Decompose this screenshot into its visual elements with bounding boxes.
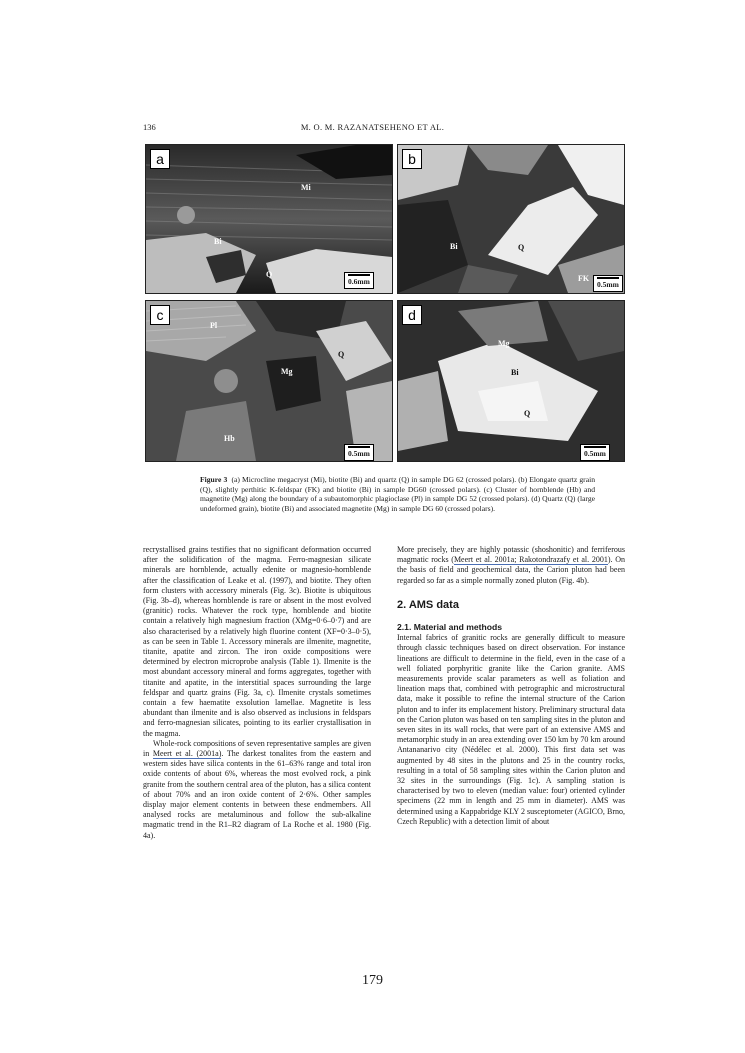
section-heading: 2. AMS data bbox=[397, 598, 459, 611]
scale-bar bbox=[580, 444, 610, 461]
scale-value: 0.5mm bbox=[348, 448, 370, 458]
panel-label: d bbox=[402, 305, 422, 325]
citation-link[interactable]: Meert et al. 2001a; Rakotondrazafy et al. 2001 bbox=[453, 555, 608, 565]
figure-panel-a bbox=[145, 144, 393, 294]
panel-label: a bbox=[150, 149, 170, 169]
mineral-label: Mi bbox=[301, 183, 311, 192]
micrograph-c bbox=[146, 301, 392, 461]
caption-label: Figure 3 bbox=[200, 475, 228, 484]
mineral-label: Q bbox=[524, 409, 531, 418]
text: Whole-rock compositions of seven representative samples are given in bbox=[143, 738, 371, 759]
mineral-label: Mg bbox=[281, 367, 293, 376]
mineral-label: Bi bbox=[511, 368, 519, 377]
figure-panel-b bbox=[397, 144, 625, 294]
mineral-label: Q bbox=[518, 243, 525, 252]
scale-bar bbox=[593, 275, 623, 292]
text: ). On the basis of field and geochemical data, the Carion pluton had been regarded so far as a simple normally zoned pluton (Fig. 4b). bbox=[397, 555, 625, 585]
micrograph-d bbox=[398, 301, 624, 461]
caption-text: (a) Microcline megacryst (Mi), biotite (Bi) and quartz (Q) in sample DG 62 (crossed polars). (b) Elongate quartz grain (Q), slightly perthitic K-feldspar (FK) and biotite (Bi) in sample DG60 (crossed polars). (c) Cluster of hornblende (Hb) and magnetite (Mg) along the boundary of a subautomorphic plagioclase (Pl) in sample DG 52 (crossed polars). (d) Quartz (Q) (large undeformed grain), biotite (Bi) and associated magnetite (Mg) in sample DG 60 (crossed polars). bbox=[200, 475, 595, 513]
figure-panel-d bbox=[397, 300, 625, 462]
header-page-number: 136 bbox=[143, 122, 156, 132]
paragraph: Internal fabrics of granitic rocks are generally difficult to measure through classic techniques based on direct observation. For instance lineations are difficult to determine in the field, even in the case of a well foliated porphyritic granite like the Carion granite. AMS measurements provide scalar parameters as well as foliation and lineation maps that, combined with petrographic and microstructural data, make it possible to refine the internal structure of the Carion pluton and to infer its emplacement history. Preliminary structural data on the Carion pluton was based on ten sampling sites in the pluton and seven sites in its wall rocks, that were part of an extensive AMS and metamorphic study in an area extending over 150 km by 70 km around Antananarivo city (Nédélec et al. 2000). This first data set was augmented by 48 sites in the plutons and 25 in the country rocks, resulting in a total of 58 sampling sites within the Carion pluton and 32 sites in the surroundings (Fig. 1c). A sampling station is characterised by two to eleven (median value: four) oriented cylinder specimens (22 mm in length and 25 mm in diameter). AMS was determined using a Kappabridge KLY 2 susceptometer (AGICO, Brno, Czech Republic) with a detection limit of about bbox=[397, 633, 625, 826]
mineral-label: Hb bbox=[224, 434, 235, 443]
running-title: M. O. M. RAZANATSEHENO ET AL. bbox=[300, 122, 445, 132]
citation-link[interactable]: Meert et al. (2001a) bbox=[152, 749, 222, 759]
panel-label: c bbox=[150, 305, 170, 325]
footer-page-number: 179 bbox=[362, 973, 383, 988]
text: More precisely, they are highly potassic (shoshonitic) and ferriferous magmatic rocks ( bbox=[397, 545, 625, 565]
paragraph: recrystallised grains testifies that no significant deformation occurred after the solidification of the magma. Ferro-magnesian silicate minerals are hornblende, actually edenite or magnesio-hornblende after the classification of Leake et al. (1997), and biotite. They often form clusters with accessory minerals (Fig. 3c). Biotite is ubiquitous (Fig. 3b–d), whereas hornblende is rare or absent in the most evolved (granitic) rocks. Whatever the rock type, hornblende and biotite contain a relatively high magnesium fraction (XMg=0·6–0·7) and are also characterised by a relatively high fluorine content (XF=0·3–0·5), as can be seen in Table 1. Accessory minerals are ilmenite, magnetite, titanite, apatite and zircon. The iron oxide compositions were determined by electron microprobe analysis (Table 1). Ilmenite is the most abundant accessory mineral and forms aggregates, together with titanite and apatite, in the interstitial spaces surrounding the large feldspar and quartz grains (Fig. 3a, c). Ilmenite crystals sometimes contain a few haematite exsolution lamellae. Magnetite is less abundant than ilmenite and is also observed as inclusions in feldspars and ferro-magnesian silicates, pointing to its earlier crystallisation in the magma. bbox=[143, 545, 371, 738]
scale-value: 0.6mm bbox=[348, 276, 370, 286]
mineral-label: Pl bbox=[210, 321, 218, 330]
subsection-heading: 2.1. Material and methods bbox=[397, 622, 503, 633]
scale-bar bbox=[344, 444, 374, 461]
figure-caption bbox=[200, 475, 595, 513]
figure-panel-c bbox=[145, 300, 393, 462]
mineral-label: Bi bbox=[450, 242, 458, 251]
mineral-label: Bi bbox=[214, 237, 222, 246]
paragraph bbox=[143, 739, 371, 841]
micrograph-b bbox=[398, 145, 624, 293]
text: . The darkest tonalites from the eastern and western sides have silica contents in the 61–63% range and total iron oxide contents of about 6%, whereas the most evolved rock, a pink granite from the southern central area of the pluton, has a silica content of about 70% and an iron oxide content of 2·6%. Other samples display major element contents in between these endmembers. All analysed rocks are metaluminous and follow the sub-alkaline magmatic trend in the R1–R2 diagram of La Roche et al. 1980 (Fig. 4a). bbox=[143, 749, 372, 840]
right-column bbox=[397, 545, 625, 827]
mineral-label: Mg bbox=[498, 339, 510, 348]
mineral-label: Q bbox=[266, 270, 273, 279]
mineral-label: FK bbox=[578, 274, 590, 283]
scale-bar bbox=[344, 272, 374, 289]
panel-label: b bbox=[402, 149, 422, 169]
left-column bbox=[143, 545, 371, 841]
mineral-label: Q bbox=[338, 350, 345, 359]
paragraph bbox=[397, 545, 625, 586]
scale-value: 0.5mm bbox=[584, 448, 606, 458]
scale-value: 0.5mm bbox=[597, 279, 619, 289]
